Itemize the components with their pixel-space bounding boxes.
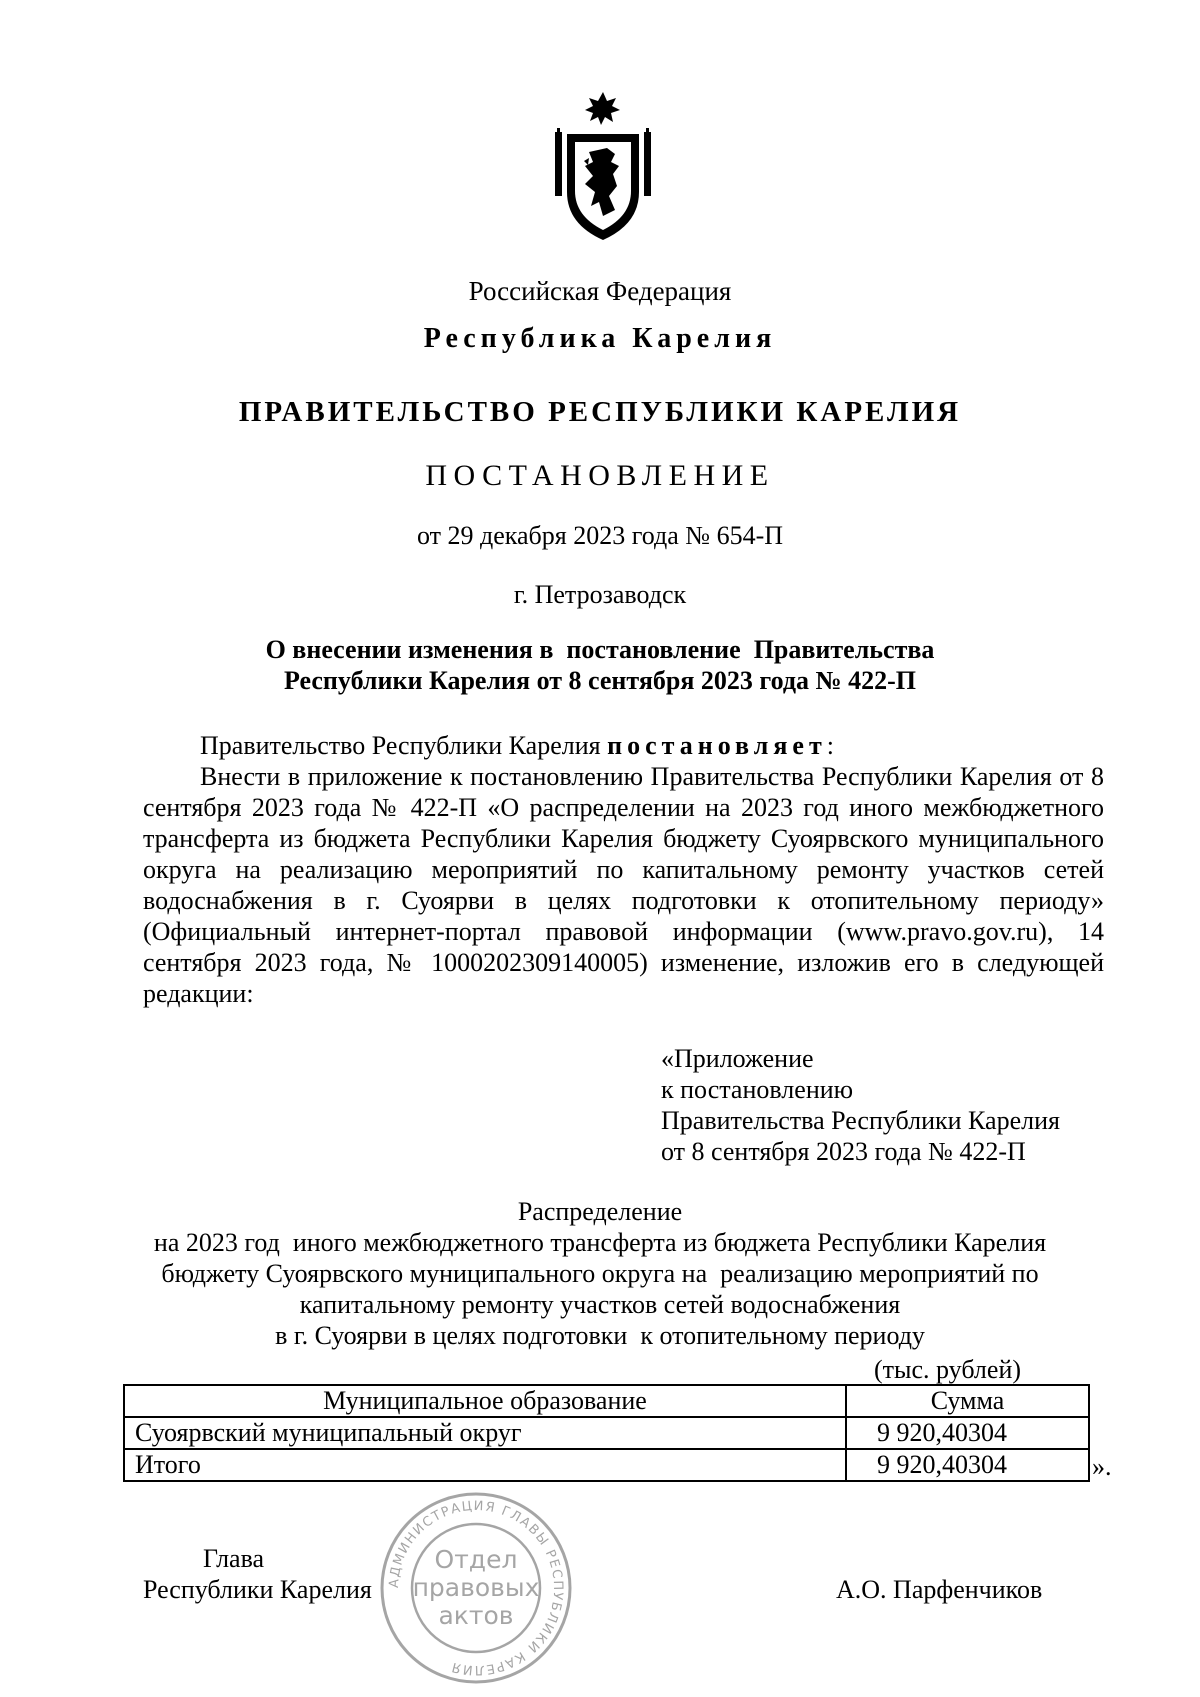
annex-line-4: от 8 сентября 2023 года № 422-П bbox=[661, 1137, 1026, 1166]
stamp-line-1: Отдел bbox=[434, 1545, 518, 1574]
republic-name: Республика Карелия bbox=[423, 323, 777, 354]
distribution-line-1: Распределение bbox=[517, 1197, 683, 1226]
signatory-title: Глава bbox=[203, 1544, 265, 1573]
row-amount: 9 920,40304 bbox=[846, 1417, 1089, 1449]
subject-line-2: Республики Карелия от 8 сентября 2023 года № 422-П bbox=[284, 666, 916, 695]
column-header-municipality: Муниципальное образование bbox=[124, 1385, 846, 1417]
annex-line-3: Правительства Республики Карелия bbox=[661, 1106, 1060, 1135]
subject-line-1: О внесении изменения в постановление Правительства bbox=[265, 635, 935, 664]
stamp-line-2: правовых bbox=[412, 1573, 540, 1602]
annex-line-2: к постановлению bbox=[661, 1075, 854, 1104]
official-stamp bbox=[378, 1490, 574, 1686]
distribution-line-2: на 2023 год иного межбюджетного трансферта из бюджета Республики Карелия bbox=[153, 1228, 1047, 1257]
row-total-label: Итого bbox=[124, 1449, 846, 1481]
table-row bbox=[124, 1417, 1089, 1449]
distribution-line-3: бюджету Суоярвского муниципального округа на реализацию мероприятий по bbox=[161, 1259, 1039, 1288]
table-unit-label: (тыс. рублей) bbox=[874, 1355, 1022, 1384]
document-city: г. Петрозаводск bbox=[513, 580, 687, 609]
intro-tail: : bbox=[826, 731, 834, 760]
distribution-line-5: в г. Суоярви в целях подготовки к отопительному периоду bbox=[275, 1321, 925, 1350]
column-header-amount: Сумма bbox=[846, 1385, 1089, 1417]
distribution-line-4: капитальному ремонту участков сетей водоснабжения bbox=[299, 1290, 901, 1319]
government-name: ПРАВИТЕЛЬСТВО РЕСПУБЛИКИ КАРЕЛИЯ bbox=[238, 396, 962, 428]
row-total-amount: 9 920,40304 bbox=[846, 1449, 1089, 1481]
annex-line-1: «Приложение bbox=[661, 1044, 814, 1073]
intro-lead: Правительство Республики Карелия bbox=[200, 731, 608, 760]
resolution-intro bbox=[143, 730, 1104, 761]
signatory-organization: Республики Карелия bbox=[143, 1575, 372, 1604]
annex-block bbox=[661, 1043, 1060, 1167]
row-municipality: Суоярвский муниципальный округ bbox=[124, 1417, 846, 1449]
document-subject bbox=[0, 634, 1200, 696]
distribution-table bbox=[123, 1384, 1090, 1482]
country-name: Российская Федерация bbox=[468, 276, 732, 306]
intro-verb: постановляет bbox=[607, 731, 827, 760]
distribution-title bbox=[0, 1196, 1200, 1351]
closing-quote: ». bbox=[1092, 1452, 1112, 1481]
stamp-line-3: актов bbox=[438, 1601, 514, 1630]
resolution-paragraph: Внести в приложение к постановлению Правительства Республики Карелия от 8 сентября 2023 года № 422-П «О распределении на 2023 год иного межбюджетного трансферта из бюджета Республики Карелия бюджету Суоярвского муниципального округа на реализацию мероприятий по капитальному ремонту участков сетей водоснабжения в г. Суоярви в целях подготовки к отопительному периоду» (Официальный интернет-портал правовой информации (www.pravo.gov.ru), 14 сентября 2023 года, № 1000202309140005) изменение, изложив его в следующей редакции: bbox=[143, 762, 1104, 1008]
table-header-row bbox=[124, 1385, 1089, 1417]
signatory-name: А.О. Парфенчиков bbox=[836, 1575, 1043, 1604]
table-row bbox=[124, 1449, 1089, 1481]
document-date-number: от 29 декабря 2023 года № 654-П bbox=[416, 521, 784, 550]
coat-of-arms-emblem bbox=[555, 92, 651, 242]
document-type: ПОСТАНОВЛЕНИЕ bbox=[425, 459, 775, 492]
stamp-ring-text: АДМИНИСТРАЦИЯ ГЛАВЫ РЕСПУБЛИКИ КАРЕЛИЯ bbox=[386, 1498, 566, 1678]
